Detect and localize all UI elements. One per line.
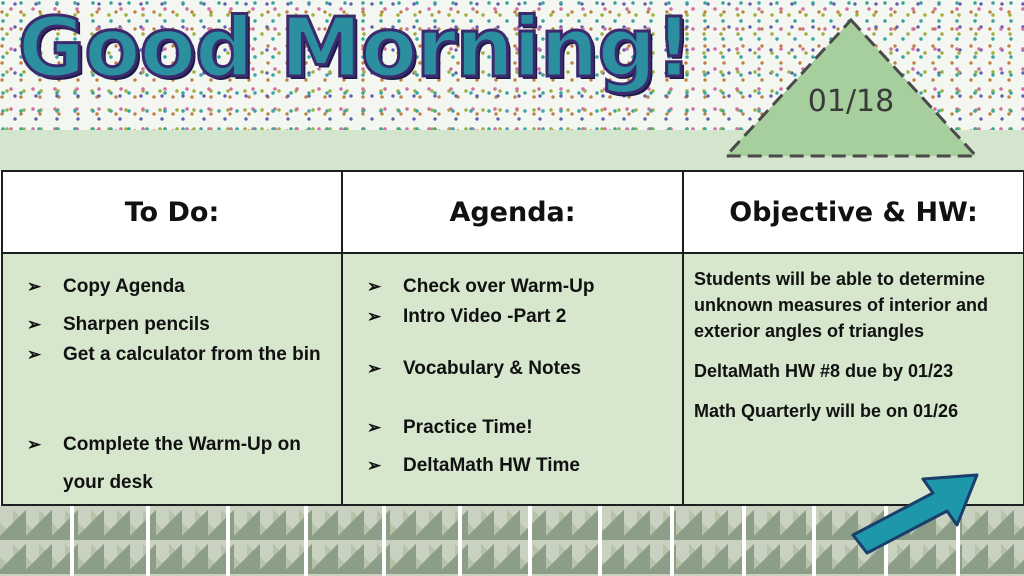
objective-paragraph: Students will be able to determine unknown measures of interior and exterior angles of triangles: [694, 269, 989, 341]
list-item: ➢ Copy Agenda: [27, 276, 185, 297]
pointing-arrow-icon: [845, 465, 985, 565]
bullet-arrow-icon: ➢: [27, 435, 42, 454]
footer-divider: [382, 506, 386, 576]
list-item: ➢ Check over Warm-Up: [367, 276, 595, 297]
objective-text: [684, 254, 1023, 424]
bullet-arrow-icon: ➢: [367, 456, 382, 475]
list-item: ➢ Intro Video -Part 2: [367, 306, 567, 327]
footer-divider: [146, 506, 150, 576]
list-item: ➢ Complete the Warm-Up on your desk: [27, 426, 335, 502]
bullet-arrow-icon: ➢: [367, 418, 382, 437]
bullet-arrow-icon: ➢: [27, 345, 42, 364]
agenda-cell: [342, 253, 683, 505]
footer-divider: [458, 506, 462, 576]
date-triangle: [720, 14, 982, 160]
footer-divider: [528, 506, 532, 576]
list-item: ➢ Sharpen pencils: [27, 314, 210, 335]
footer-divider: [670, 506, 674, 576]
page-title: Good Morning!: [18, 1, 692, 96]
todo-heading: To Do:: [2, 171, 342, 253]
objective-heading: Objective & HW:: [683, 171, 1024, 253]
footer-divider: [742, 506, 746, 576]
bullet-arrow-icon: ➢: [27, 315, 42, 334]
list-item: ➢ Vocabulary & Notes: [367, 358, 582, 379]
footer-divider: [304, 506, 308, 576]
quarterly-paragraph: Math Quarterly will be on 01/26: [694, 401, 959, 421]
bullet-arrow-icon: ➢: [27, 277, 42, 296]
footer-divider: [598, 506, 602, 576]
list-item: ➢ Practice Time!: [367, 417, 533, 438]
list-item: ➢ Get a calculator from the bin: [27, 344, 321, 365]
bullet-arrow-icon: ➢: [367, 307, 382, 326]
bullet-arrow-icon: ➢: [367, 277, 382, 296]
bullet-arrow-icon: ➢: [367, 359, 382, 378]
homework-paragraph: DeltaMath HW #8 due by 01/23: [694, 361, 954, 381]
agenda-heading: Agenda:: [342, 171, 683, 253]
footer-divider: [226, 506, 230, 576]
date-label: 01/18: [807, 84, 895, 119]
todo-cell: [2, 253, 342, 505]
footer-divider: [812, 506, 816, 576]
agenda-board: [1, 170, 1024, 506]
list-item: ➢ DeltaMath HW Time: [367, 455, 581, 476]
footer-divider: [70, 506, 74, 576]
